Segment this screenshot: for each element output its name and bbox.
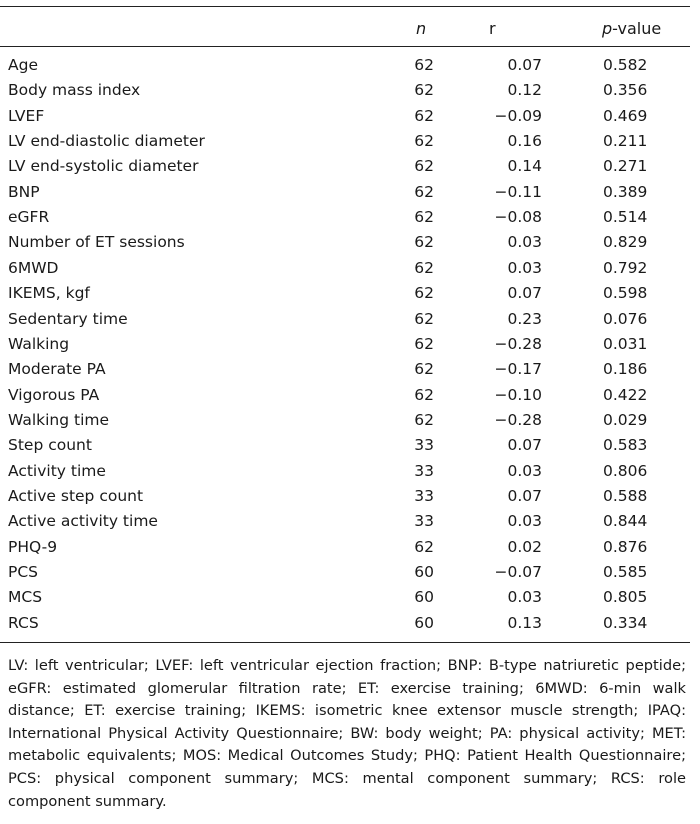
row-label: Walking — [8, 334, 70, 353]
table-row — [0, 585, 690, 610]
row-n: 62 — [414, 157, 434, 176]
row-n: 33 — [414, 512, 434, 531]
table-row — [0, 230, 690, 255]
row-label: Step count — [8, 436, 92, 455]
row-label: Walking time — [8, 410, 110, 429]
row-n: 62 — [414, 182, 434, 201]
row-n: 60 — [414, 563, 434, 581]
row-p-value: 0.031 — [603, 334, 648, 353]
row-p-value: 0.805 — [603, 588, 648, 607]
row-label: Moderate PA — [8, 360, 106, 379]
table-row — [0, 104, 690, 129]
row-p-value: 0.582 — [603, 56, 648, 74]
table-row — [0, 332, 690, 357]
row-r: 0.03 — [507, 512, 542, 531]
table-top-rule — [0, 6, 690, 7]
row-n: 62 — [414, 410, 434, 429]
row-label: BNP — [8, 182, 40, 201]
row-r: 0.07 — [507, 486, 542, 505]
table-row — [0, 180, 690, 205]
row-n: 62 — [414, 132, 434, 151]
table-bottom-rule — [0, 642, 690, 643]
row-label: LV end-systolic diameter — [8, 157, 199, 176]
row-n: 62 — [414, 334, 434, 353]
row-label: PCS — [8, 563, 39, 581]
row-p-value: 0.334 — [603, 613, 648, 632]
row-n: 60 — [414, 588, 434, 607]
row-n: 62 — [414, 385, 434, 404]
row-p-value: 0.514 — [603, 208, 648, 227]
row-p-value: 0.076 — [603, 309, 648, 328]
row-p-value: 0.792 — [603, 258, 648, 277]
row-r: 0.07 — [507, 56, 542, 74]
row-r: −0.28 — [494, 334, 542, 353]
row-p-value: 0.389 — [603, 182, 648, 201]
header-p-italic: p — [602, 19, 613, 38]
table-row — [0, 611, 690, 636]
row-label: Number of ET sessions — [8, 233, 185, 252]
row-n: 33 — [414, 486, 434, 505]
row-label: Age — [8, 56, 38, 74]
row-label: eGFR — [8, 208, 50, 227]
row-label: LV end-diastolic diameter — [8, 132, 205, 151]
row-label: PHQ-9 — [8, 537, 58, 556]
row-label: RCS — [8, 613, 39, 632]
row-label: Vigorous PA — [8, 385, 100, 404]
row-r: 0.13 — [507, 613, 542, 632]
row-p-value: 0.585 — [603, 563, 648, 581]
row-n: 62 — [414, 360, 434, 379]
row-r: 0.23 — [507, 309, 542, 328]
row-p-value: 0.186 — [603, 360, 648, 379]
table-header-rule — [0, 46, 690, 47]
row-r: −0.11 — [494, 182, 542, 201]
row-r: 0.07 — [507, 436, 542, 455]
row-p-value: 0.844 — [603, 512, 648, 531]
row-p-value: 0.588 — [603, 486, 648, 505]
row-n: 62 — [414, 233, 434, 252]
row-p-value: 0.598 — [603, 284, 648, 303]
row-n: 62 — [414, 258, 434, 277]
table-row — [0, 256, 690, 281]
row-r: −0.28 — [494, 410, 542, 429]
table-row — [0, 53, 690, 78]
row-r: 0.03 — [507, 258, 542, 277]
row-n: 62 — [414, 208, 434, 227]
table-row — [0, 408, 690, 433]
row-n: 62 — [414, 309, 434, 328]
row-r: −0.10 — [494, 385, 542, 404]
table-row — [0, 484, 690, 509]
row-r: 0.12 — [507, 81, 542, 100]
header-r: r — [489, 19, 496, 38]
row-r: −0.08 — [494, 208, 542, 227]
row-p-value: 0.876 — [603, 537, 648, 556]
table-row — [0, 281, 690, 306]
row-label: 6MWD — [8, 258, 59, 277]
header-n: n — [416, 19, 427, 38]
table-row — [0, 459, 690, 484]
row-p-value: 0.829 — [603, 233, 648, 252]
row-label: Body mass index — [8, 81, 141, 100]
row-label: LVEF — [8, 106, 45, 125]
table-row — [0, 154, 690, 179]
row-n: 62 — [414, 106, 434, 125]
row-n: 33 — [414, 436, 434, 455]
row-label: IKEMS, kgf — [8, 284, 90, 303]
row-label: Sedentary time — [8, 309, 128, 328]
row-label: MCS — [8, 588, 43, 607]
row-p-value: 0.422 — [603, 385, 648, 404]
row-p-value: 0.469 — [603, 106, 648, 125]
row-p-value: 0.271 — [603, 157, 648, 176]
row-r: 0.03 — [507, 233, 542, 252]
header-p-rest: -value — [612, 19, 662, 38]
row-r: 0.16 — [507, 132, 542, 151]
row-p-value: 0.806 — [603, 461, 648, 480]
row-n: 60 — [414, 613, 434, 632]
row-n: 62 — [414, 537, 434, 556]
table-row — [0, 357, 690, 382]
row-r: 0.03 — [507, 588, 542, 607]
row-label: Active step count — [8, 486, 144, 505]
row-p-value: 0.356 — [603, 81, 648, 100]
row-r: −0.17 — [494, 360, 542, 379]
row-r: 0.07 — [507, 284, 542, 303]
header-p-value — [602, 16, 661, 41]
row-r: −0.07 — [494, 563, 542, 581]
table-row — [0, 433, 690, 458]
table-row — [0, 307, 690, 332]
row-p-value: 0.029 — [603, 410, 648, 429]
row-p-value: 0.211 — [603, 132, 648, 151]
row-r: 0.14 — [507, 157, 542, 176]
table-row — [0, 509, 690, 534]
row-label: Active activity time — [8, 512, 158, 531]
table-row — [0, 78, 690, 103]
table-row — [0, 535, 690, 560]
row-n: 62 — [414, 56, 434, 74]
row-n: 33 — [414, 461, 434, 480]
row-n: 62 — [414, 81, 434, 100]
row-r: 0.02 — [507, 537, 542, 556]
row-r: 0.03 — [507, 461, 542, 480]
table-row — [0, 560, 690, 585]
table-row — [0, 383, 690, 408]
table-row — [0, 205, 690, 230]
row-n: 62 — [414, 284, 434, 303]
row-p-value: 0.583 — [603, 436, 648, 455]
row-label: Activity time — [8, 461, 106, 480]
table-footnote: LV: left ventricular; LVEF: left ventricular ejection fraction; BNP: B-type natriuretic peptide; eGFR: estimated glomerular filtration rate; ET: exercise training; 6MWD: 6-min walk distance; ET: exercise training; IKEMS: isometric knee extensor muscle strength; IPAQ: International Physical Activity Questionnaire; BW: body weight; PA: physical activity; MET: metabolic equivalents; MOS: Medical Outcomes Study; PHQ: Patient Health Questionnaire; PCS: physical component summary; MCS: mental component summary; RCS: role component summary. — [8, 657, 686, 810]
table-header-row — [0, 16, 690, 41]
row-r: −0.09 — [494, 106, 542, 125]
table-row — [0, 129, 690, 154]
